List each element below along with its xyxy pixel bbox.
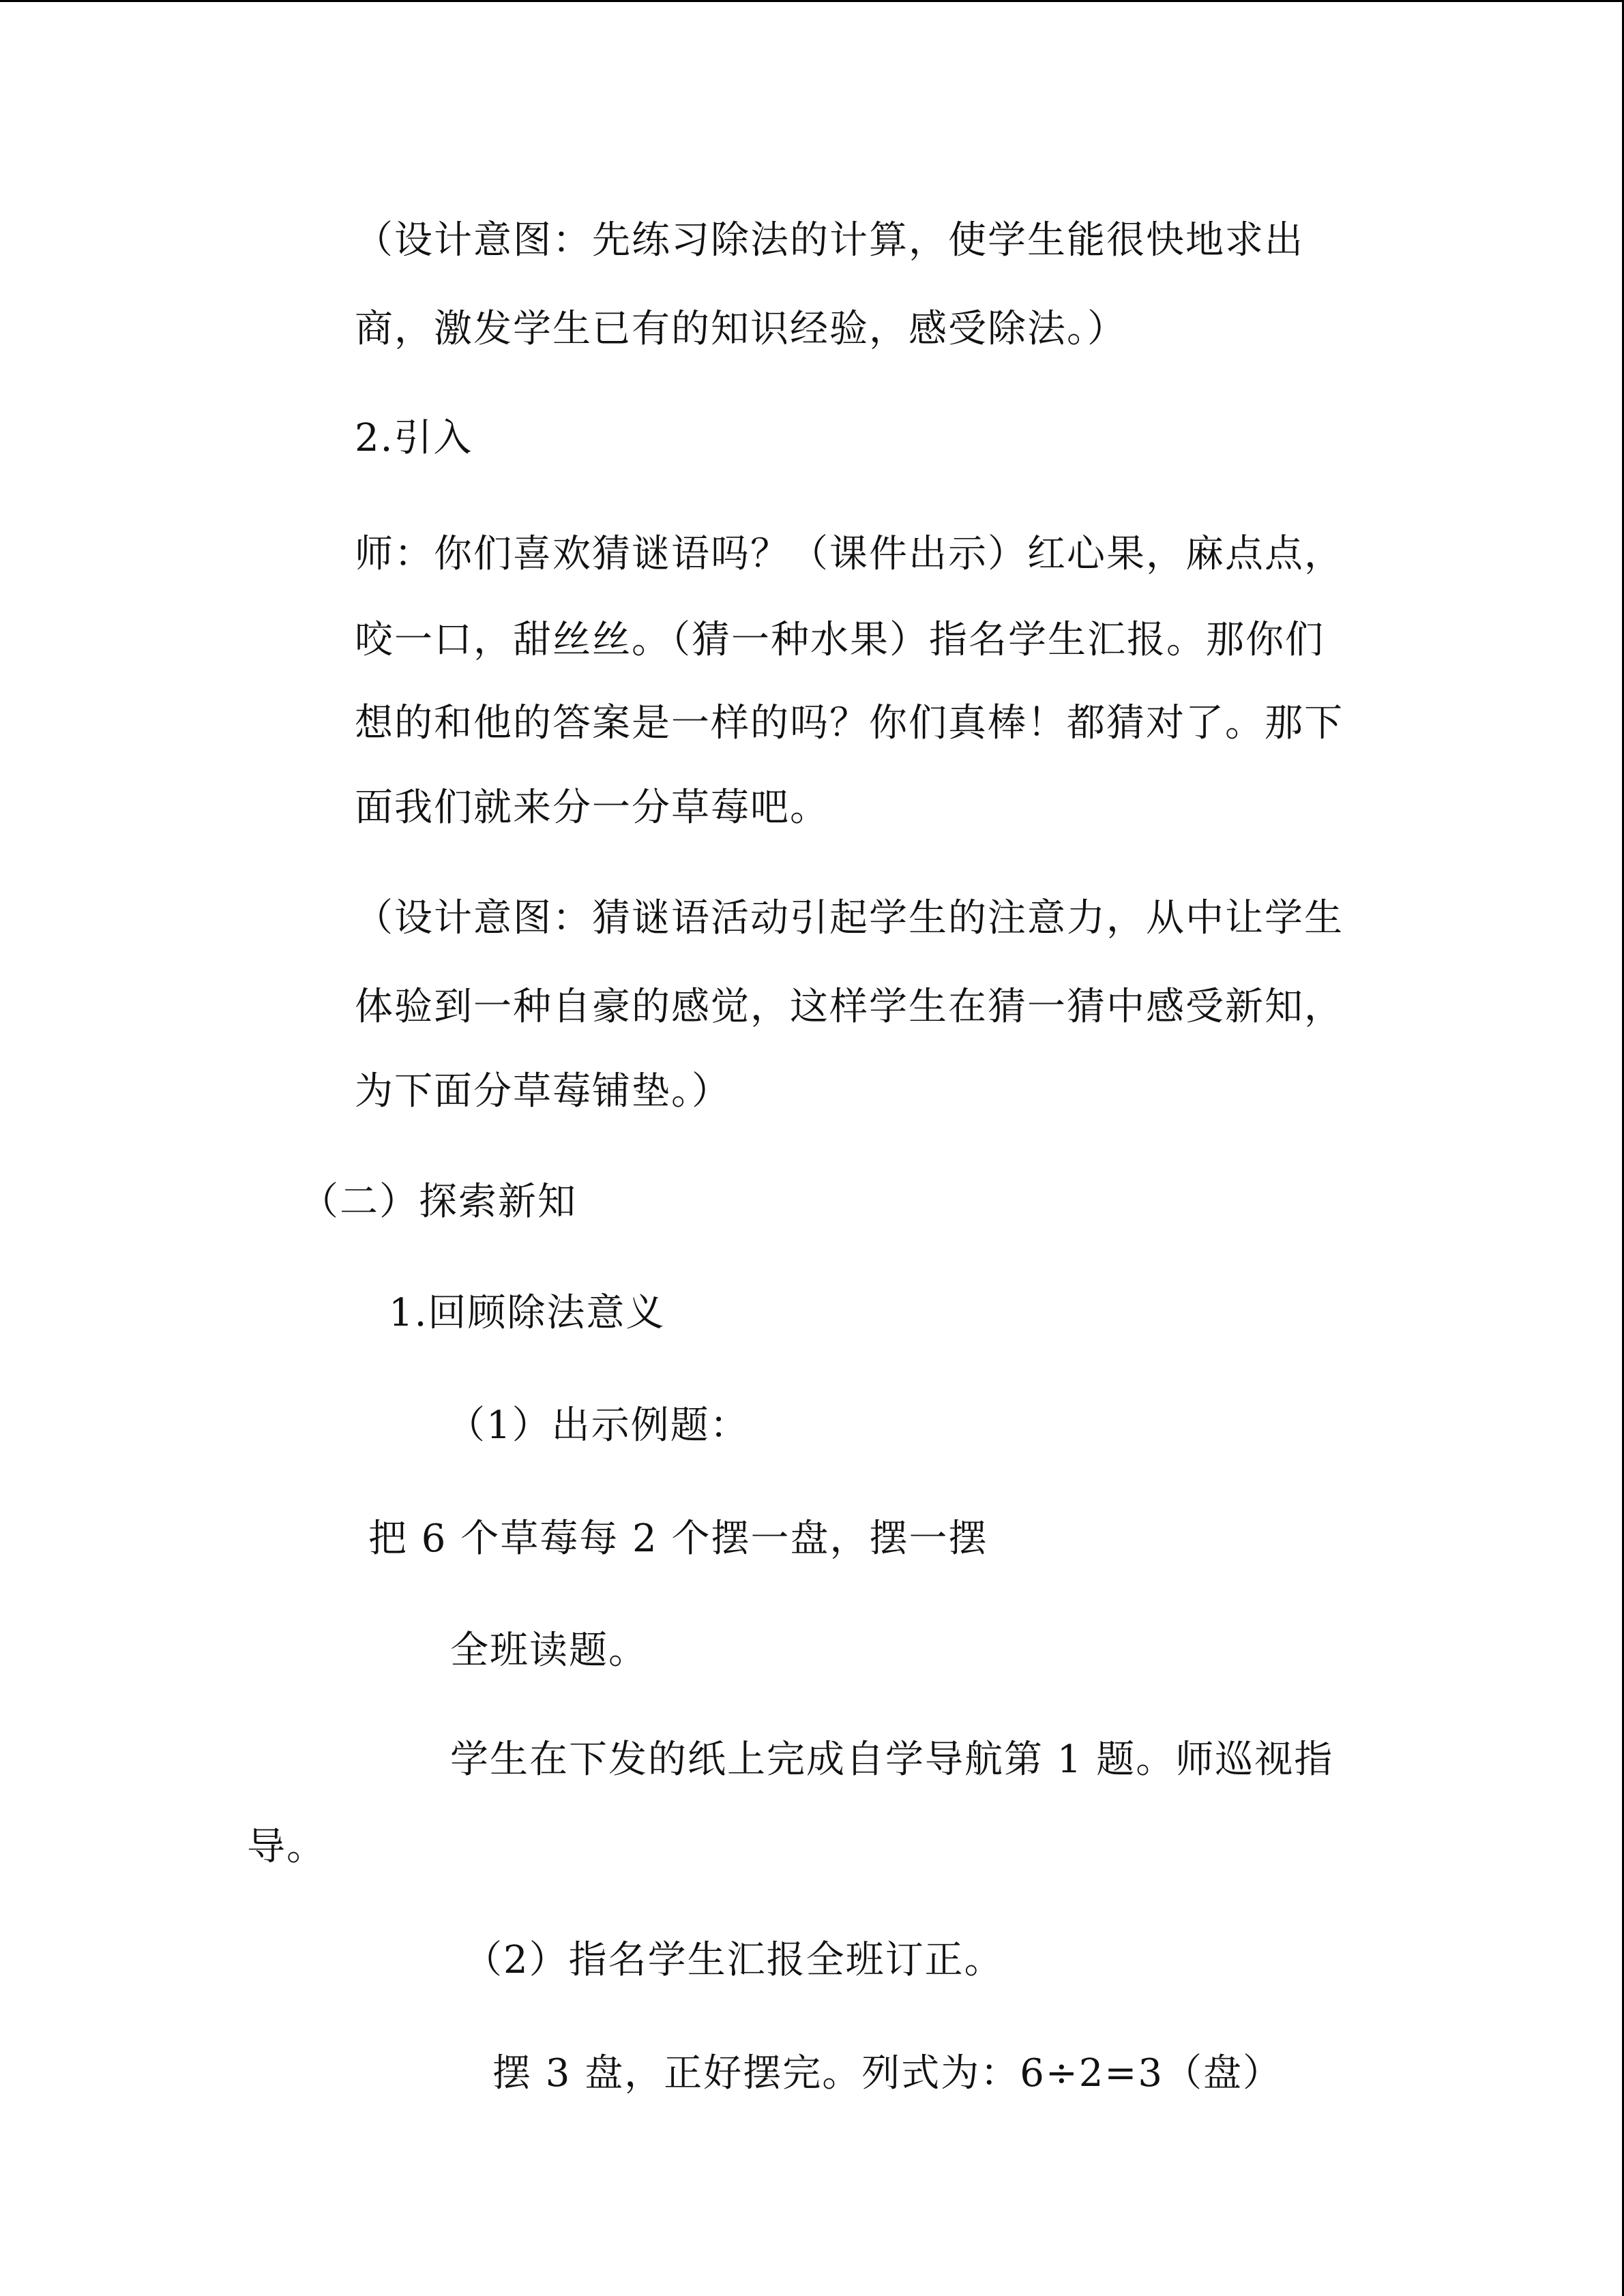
design-intent-2-line-3: 为下面分草莓铺垫。） <box>355 1069 731 1114</box>
class-reads-problem: 全班读题。 <box>450 1628 648 1673</box>
self-study-line-1: 学生在下发的纸上完成自学导航第 1 题。师巡视指 <box>450 1738 1334 1782</box>
step-1-example: （1）出示例题： <box>447 1403 750 1448</box>
design-intent-1-line-1: （设计意图：先练习除法的计算，使学生能很快地求出 <box>355 218 1304 263</box>
teacher-riddle-line-2: 咬一口，甜丝丝。（猜一种水果）指名学生汇报。那你们 <box>355 618 1325 662</box>
teacher-riddle-line-1: 师：你们喜欢猜谜语吗？（课件出示）红心果，麻点点， <box>355 532 1344 576</box>
step-2-report: （2）指名学生汇报全班订正。 <box>464 1938 1004 1982</box>
design-intent-2-line-1: （设计意图：猜谜语活动引起学生的注意力，从中让学生 <box>355 896 1344 940</box>
equation-result: 摆 3 盘，正好摆完。列式为：6÷2=3（盘） <box>492 2051 1282 2096</box>
self-study-line-2: 导。 <box>247 1825 326 1869</box>
subheading-review-division: 1.回顾除法意义 <box>389 1291 666 1335</box>
example-problem: 把 6 个草莓每 2 个摆一盘，摆一摆 <box>368 1517 988 1561</box>
design-intent-2-line-2: 体验到一种自豪的感觉，这样学生在猜一猜中感受新知， <box>355 985 1344 1029</box>
teacher-riddle-line-3: 想的和他的答案是一样的吗？你们真棒！都猜对了。那下 <box>355 701 1344 745</box>
section-heading-explore: （二）探索新知 <box>300 1180 577 1224</box>
section-heading-introduction: 2.引入 <box>355 416 473 460</box>
teacher-riddle-line-4: 面我们就来分一分草莓吧。 <box>355 786 829 830</box>
design-intent-1-line-2: 商，激发学生已有的知识经验，感受除法。） <box>355 307 1127 351</box>
